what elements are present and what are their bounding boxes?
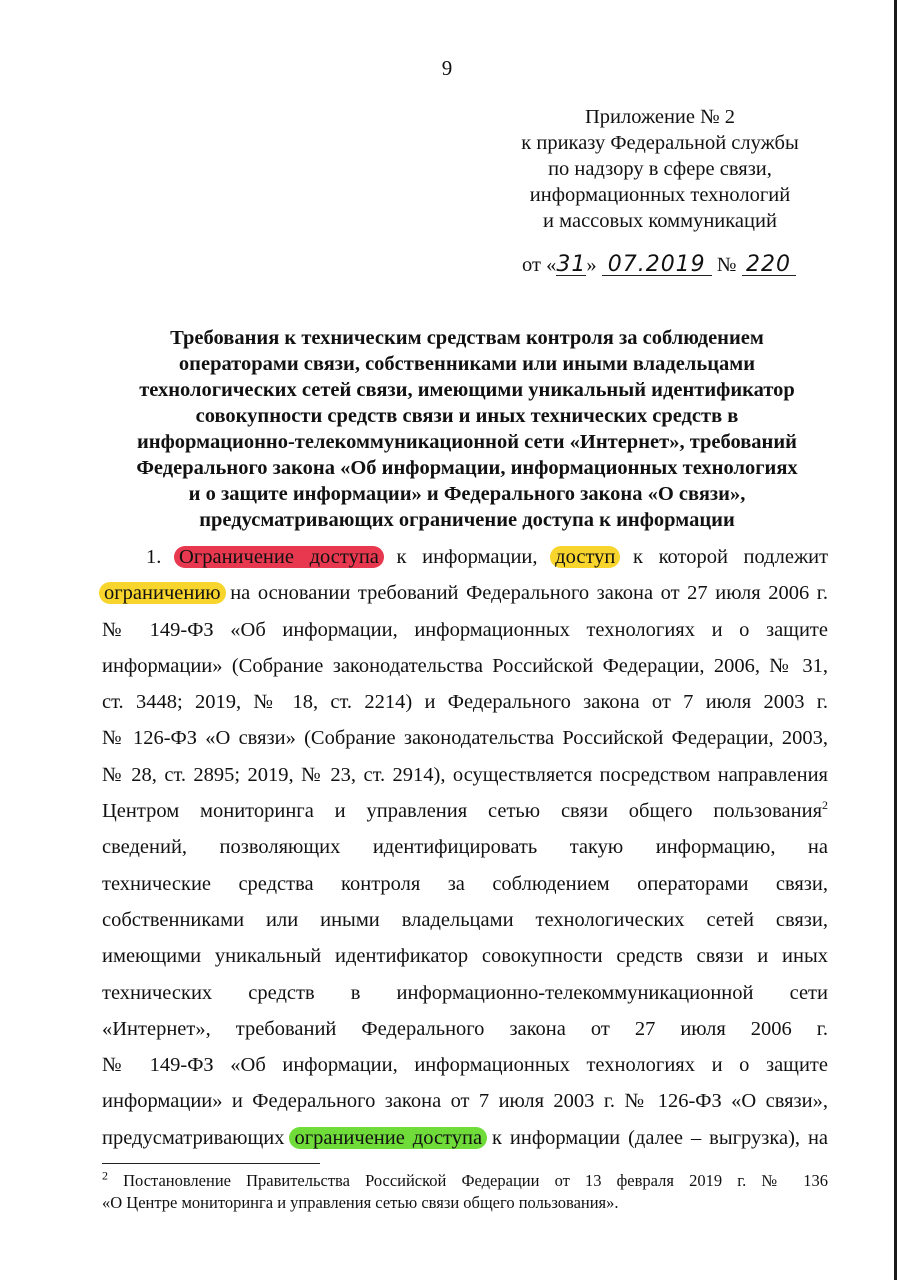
appendix-line: Приложение № 2 xyxy=(584,106,736,128)
body-text-span: к которой подлежит xyxy=(633,546,829,568)
body-paragraph xyxy=(102,539,828,1156)
body-line: «Интернет», требований Федерального закона от 27 июля 2006 г. xyxy=(102,1017,828,1040)
footnote-divider xyxy=(102,1163,320,1164)
footnote-text: Постановление Правительства Российской Федерации от 13 февраля 2019 г. № 136 xyxy=(123,1171,828,1190)
paragraph-number: 1. xyxy=(146,546,162,568)
body-line: имеющими уникальный идентификатор совокупности средств связи и иных xyxy=(102,945,828,968)
order-date-handwritten: 07.2019 xyxy=(602,255,712,276)
order-date-line xyxy=(522,252,822,278)
order-prefix: от « xyxy=(522,254,557,276)
appendix-line: и массовых коммуникаций xyxy=(543,210,777,232)
highlight-red: Ограничение доступа xyxy=(174,546,384,568)
body-text-span: предусматривающих xyxy=(102,1126,285,1149)
body-text-span: на основании требований Федерального закона от 27 июля 2006 г. xyxy=(230,582,828,605)
title-line: технологических сетей связи, имеющими уникальный идентификатор xyxy=(139,379,795,401)
document-title xyxy=(104,325,830,533)
appendix-block xyxy=(500,104,820,234)
body-line: технических средств в информационно-телекоммуникационной сети xyxy=(102,981,828,1004)
footnote xyxy=(102,1170,828,1214)
highlight-yellow: ограничению xyxy=(99,582,226,604)
footnote-marker: 2 xyxy=(102,1168,108,1183)
body-text-span: к информации, xyxy=(396,546,538,568)
appendix-line: по надзору в сфере связи, xyxy=(548,158,772,180)
body-line: № 126-ФЗ «О связи» (Собрание законодательства Российской Федерации, 2003, xyxy=(102,727,828,750)
appendix-line: информационных технологий xyxy=(529,184,791,206)
body-text-span: Центром мониторинга и управления сетью связи общего пользования xyxy=(102,800,822,823)
body-line: № 149-ФЗ «Об информации, информационных технологиях и о защите xyxy=(102,618,828,641)
title-line: предусматривающих ограничение доступа к информации xyxy=(199,509,735,531)
body-line: информации» (Собрание законодательства Российской Федерации, 2006, № 31, xyxy=(102,654,828,677)
appendix-line: к приказу Федеральной службы xyxy=(521,132,799,154)
footnote-line xyxy=(102,1170,828,1192)
highlight-yellow: доступ xyxy=(550,546,620,568)
footnote-reference: 2 xyxy=(822,798,828,813)
body-line: № 149-ФЗ «Об информации, информационных технологиях и о защите xyxy=(102,1054,828,1077)
body-line: информации» и Федерального закона от 7 июля 2003 г. № 126-ФЗ «О связи», xyxy=(102,1090,828,1113)
body-line: собственниками или иными владельцами технологических сетей связи, xyxy=(102,908,828,931)
page-number: 9 xyxy=(441,56,453,80)
highlight-green: ограничение доступа xyxy=(289,1127,487,1149)
title-line: Федерального закона «Об информации, информационных технологиях xyxy=(136,457,798,479)
order-number-handwritten: 220 xyxy=(742,255,796,276)
title-line: и о защите информации» и Федерального закона «О связи», xyxy=(188,483,746,505)
body-line xyxy=(102,1120,828,1156)
title-line: совокупности средств связи и иных технических средств в xyxy=(195,405,739,427)
order-number-label: № xyxy=(716,254,737,276)
body-line: сведений, позволяющих идентифицировать такую информацию, на xyxy=(102,836,828,859)
order-mid: » xyxy=(586,254,597,276)
body-text-span: к информации (далее – выгрузка), на xyxy=(492,1126,829,1149)
title-line: операторами связи, собственниками или иными владельцами xyxy=(178,353,756,375)
body-line xyxy=(102,793,828,829)
body-line: технические средства контроля за соблюдением операторами связи, xyxy=(102,872,828,895)
title-line: информационно-телекоммуникационной сети «Интернет», требований xyxy=(136,431,797,453)
body-line xyxy=(102,575,828,611)
body-line: ст. 3448; 2019, № 18, ст. 2214) и Федерального закона от 7 июля 2003 г. xyxy=(102,691,828,714)
body-line: № 28, ст. 2895; 2019, № 23, ст. 2914), осуществляется посредством направления xyxy=(102,763,828,786)
title-line: Требования к техническим средствам контроля за соблюдением xyxy=(170,327,764,349)
body-line xyxy=(102,539,828,575)
order-day-handwritten: 31 xyxy=(556,252,587,277)
footnote-line: «О Центре мониторинга и управления сетью связи общего пользования». xyxy=(102,1193,619,1212)
